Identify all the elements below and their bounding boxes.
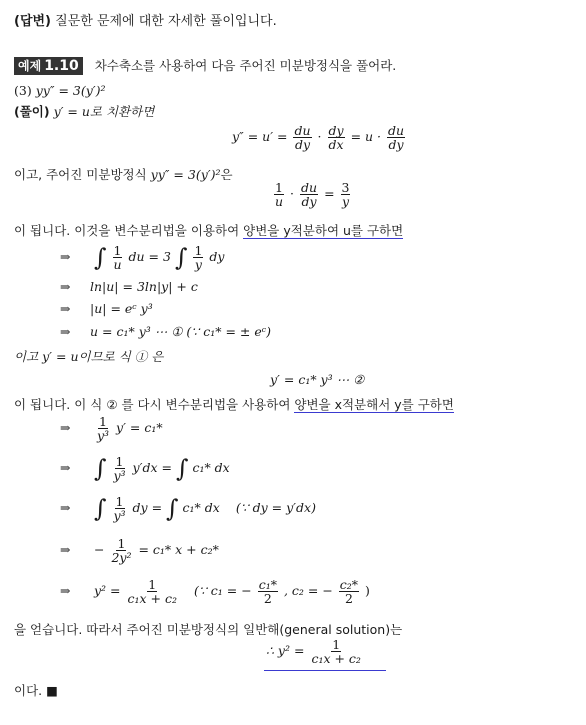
step-abs: ⇒ |u| = eᶜ y³ [60, 301, 153, 316]
underlined-instruction-1: 양변을 y적분하여 u를 구하면 [243, 223, 404, 238]
final-underline [264, 670, 386, 671]
given-equation-line: 이고, 주어진 미분방정식 yy″ = 3(y′)²은 [14, 167, 233, 182]
equation-separated: $\frac{1}{u}$ · $\frac{du}{dy}$ = $\frac{3}{y}$ [275, 180, 350, 209]
answer-label: (답변) [14, 14, 51, 29]
answer-intro: 질문한 문제에 대한 자세한 풀이입니다. [51, 14, 277, 29]
closing-line: 이다. ■ [14, 683, 58, 698]
separation-line-2: 이 됩니다. 이 식 ② 를 다시 변수분리법을 사용하여 양변을 x적분해서 y를 구하면 [14, 397, 454, 412]
equation-substitution: y″ = u′ = $\frac{du}{dy}$ · $\frac{dy}{dx}$ = u · $\frac{du}{dy}$ [232, 123, 405, 152]
example-badge: 예제 1.10 [14, 57, 83, 75]
qed-mark: ■ [46, 683, 58, 698]
example-heading [14, 56, 396, 74]
example-instruction: 차수축소를 사용하여 다음 주어진 미분방정식을 풀어라. [94, 58, 397, 73]
solution-intro: (풀이) y′ = u로 치환하면 [14, 104, 155, 119]
step-u: ⇒ u = c₁* y³ ⋯ ① (∵ c₁* = ± eᶜ) [60, 324, 272, 339]
step2-solution: ⇒ y² = $\frac{1}{\text{c₁x + c₂}}$ (∵ c₁ = − $\frac{\text{c₁*}}{2}$ , c₂ = − $\frac{\text{c₂*}}{2}$ ) [60, 577, 370, 606]
solution-label: (풀이) [14, 104, 50, 119]
substitution-line: 이고 y′ = u이므로 식 ① 은 [14, 349, 164, 364]
step-integral: ⇒ ∫ $\frac{1}{u}$ du = 3 ∫ $\frac{1}{y}$ dy [60, 243, 225, 272]
problem-statement: (3) yy″ = 3(y′)² [14, 83, 106, 98]
answer-header [14, 10, 277, 29]
separation-line-1: 이 됩니다. 이것을 변수분리법을 이용하여 양변을 y적분하여 u를 구하면 [14, 223, 404, 238]
final-solution: ∴ y² = $\frac{1}{\text{c₁x + c₂}}$ [266, 637, 361, 666]
step2-first: ⇒ $\frac{1}{\text{y³}}$ y′ = c₁* [60, 414, 163, 443]
step2-integrate: ⇒ ∫ $\frac{1}{\text{y³}}$ y′dx = ∫ c₁* dx [60, 454, 230, 483]
underlined-instruction-2: 양변을 x적분해서 y를 구하면 [294, 397, 454, 412]
step-log: ⇒ ln|u| = 3ln|y| + c [60, 279, 198, 294]
result-line: 을 얻습니다. 따라서 주어진 미분방정식의 일반해(general solution)는 [14, 622, 403, 637]
step2-result: ⇒ − $\frac{1}{\text{2y²}}$ = c₁* x + c₂* [60, 536, 219, 565]
equation-2: y′ = c₁* y³ ⋯ ② [270, 372, 365, 387]
step2-dy: ⇒ ∫ $\frac{1}{\text{y³}}$ dy = ∫ c₁* dx (∵ dy = y′dx) [60, 494, 316, 523]
